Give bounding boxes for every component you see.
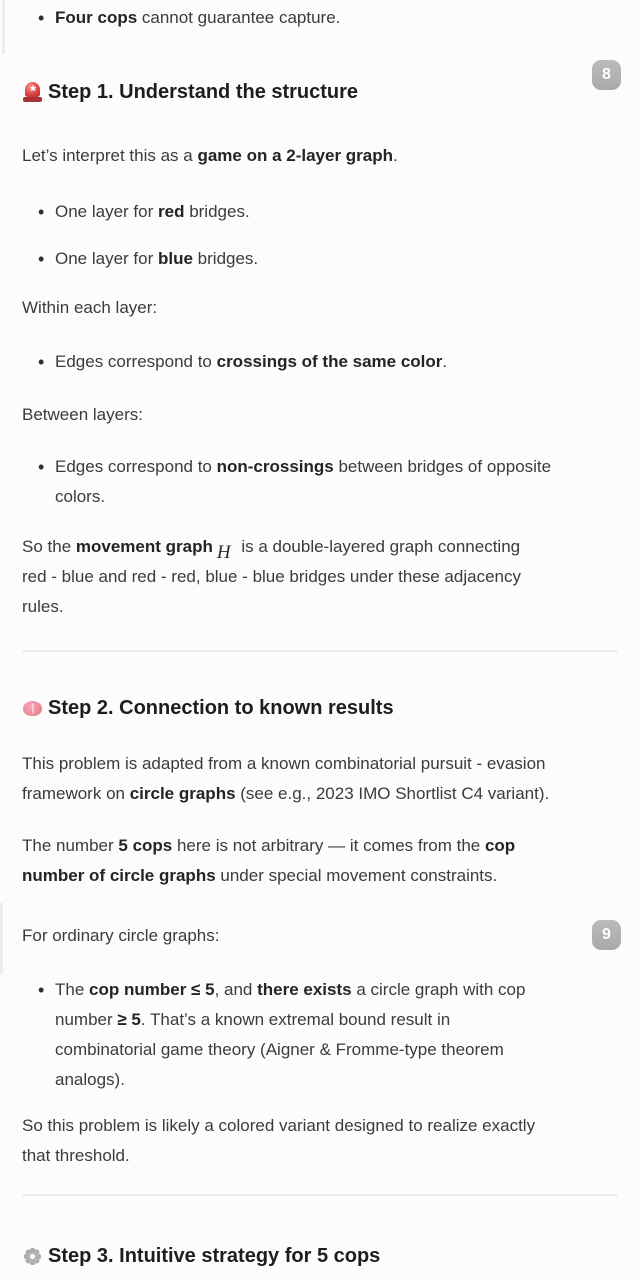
list-item-text: The cop number ≤ 5, and there exists a circle graph with cop number ≥ 5. That’s a known extremal bound result in combinatorial game theory (Aigner & Fromme-type theorem analogs). [55, 980, 526, 1089]
brain-icon [22, 698, 43, 719]
police-light-icon [22, 82, 43, 103]
section-heading-step1 [22, 79, 618, 106]
section-heading-text: Step 1. Understand the structure [48, 81, 359, 103]
left-edge-artifact-top [2, 0, 5, 54]
section-heading-step3 [22, 1243, 618, 1270]
bullet-dot [38, 347, 55, 378]
bullet-dot [38, 975, 55, 1095]
paragraph-movement-graph: So the movement graph H is a double-layered graph connecting red - blue and red - red, blue - blue bridges under these adjacency rules. [22, 537, 521, 616]
bullet-dot [38, 197, 55, 228]
paragraph-ordinary-circle-graphs: For ordinary circle graphs: [22, 926, 220, 945]
list-item-red-layer [22, 197, 618, 228]
paragraph-interpret: Let’s interpret this as a game on a 2-layer graph. [22, 146, 398, 165]
list-item-text: Edges correspond to non-crossings between bridges of opposite colors. [55, 457, 552, 506]
list-item-text: Edges correspond to crossings of the same color. [55, 352, 448, 371]
list-item-text: Four cops cannot guarantee capture. [55, 8, 341, 27]
paragraph-colored-variant: So this problem is likely a colored variant designed to realize exactly that threshold. [22, 1116, 536, 1165]
section-heading-text: Step 2. Connection to known results [48, 697, 394, 719]
bullet-dot [38, 244, 55, 275]
paragraph-five-cops: The number 5 cops here is not arbitrary — it comes from the cop number of circle graphs under special movement constraints. [22, 836, 516, 885]
gear-icon [22, 1246, 43, 1267]
list-item-text: One layer for blue bridges. [55, 249, 259, 268]
left-edge-artifact-mid [0, 903, 3, 975]
list-item-non-crossings [22, 452, 618, 512]
paragraph-within-layer: Within each layer: [22, 298, 158, 317]
section-heading-text: Step 3. Intuitive strategy for 5 cops [48, 1245, 381, 1267]
bullet-dot [38, 452, 55, 512]
list-item-cop-number-bound [22, 975, 618, 1095]
section-divider [22, 1194, 618, 1196]
list-item-blue-layer [22, 244, 618, 275]
section-divider [22, 650, 618, 652]
list-item-four-cops [22, 3, 618, 34]
list-item-crossings [22, 347, 618, 378]
paragraph-between-layers: Between layers: [22, 405, 143, 424]
list-item-text: One layer for red bridges. [55, 202, 250, 221]
som-mark-badge-8[interactable]: 8 [592, 60, 621, 90]
section-heading-step2 [22, 695, 618, 722]
som-mark-badge-9[interactable]: 9 [592, 920, 621, 950]
paragraph-adapted-problem: This problem is adapted from a known combinatorial pursuit - evasion framework on circle graphs (see e.g., 2023 IMO Shortlist C4 variant). [22, 754, 550, 803]
bullet-dot [38, 3, 55, 34]
